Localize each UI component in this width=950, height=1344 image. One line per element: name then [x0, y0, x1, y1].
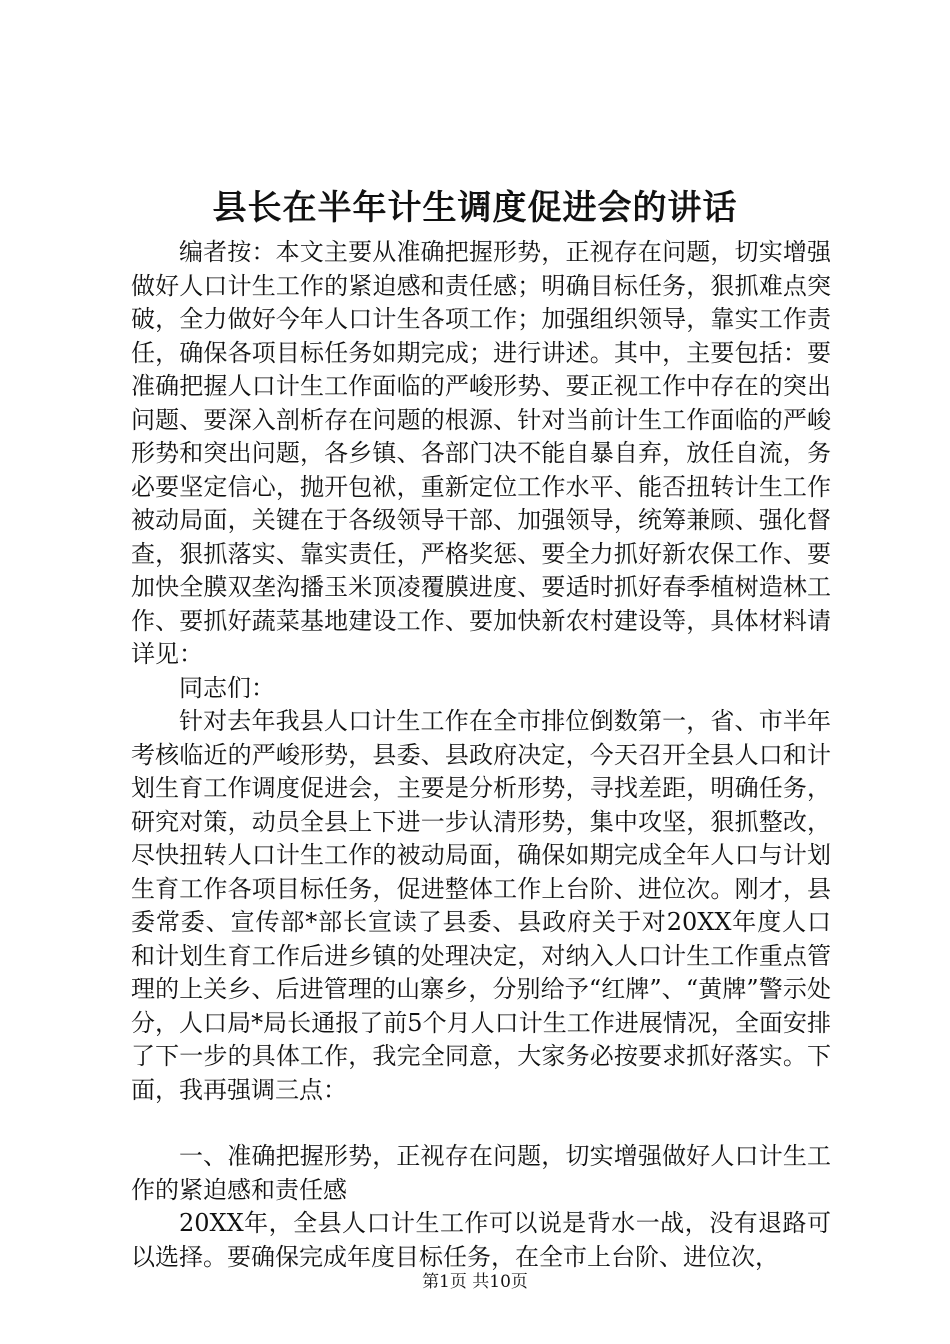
- salutation: 同志们：: [179, 673, 275, 702]
- section-1-heading: 一、准确把握形势，正视存在问题，切实增强做好人口计生工作的紧迫感和责任感: [131, 1142, 831, 1204]
- document-body: [131, 236, 831, 1274]
- page-footer: 第1页 共10页: [422, 1272, 528, 1292]
- body-paragraph-1: 针对去年我县人口计生工作在全市排位倒数第一，省、市半年考核临近的严峻形势，县委、县政府决定，今天召开全县人口和计划生育工作调度促进会，主要是分析形势，寻找差距，明确任务，研究对策，动员全县上下进一步认清形势，集中攻坚，狠抓整改，尽快扭转人口计生工作的被动局面，确保如期完成全年人口与计划生育工作各项目标任务，促进整体工作上台阶、进位次。刚才，县委常委、宣传部*部长宣读了县委、县政府关于对20XX年度人口和计划生育工作后进乡镇的处理决定，对纳入人口计生工作重点管理的上关乡、后进管理的山寨乡，分别给予“红牌”、“黄牌”警示处分，人口局*局长通报了前5个月人口计生工作进展情况，全面安排了下一步的具体工作，我完全同意，大家务必按要求抓好落实。下面，我再强调三点：: [131, 707, 831, 1104]
- document-title: 县长在半年计生调度促进会的讲话: [212, 188, 738, 228]
- body-paragraph-2: 20XX年，全县人口计生工作可以说是背水一战，没有退路可以选择。要确保完成年度目标任务，在全市上台阶、进位次，: [131, 1209, 831, 1271]
- editor-note-paragraph: 编者按：本文主要从准确把握形势，正视存在问题，切实增强做好人口计生工作的紧迫感和责任感；明确目标任务，狠抓难点突破，全力做好今年人口计生各项工作；加强组织领导，靠实工作责任，确保各项目标任务如期完成；进行讲述。其中，主要包括：要准确把握人口计生工作面临的严峻形势、要正视工作中存在的突出问题、要深入剖析存在问题的根源、针对当前计生工作面临的严峻形势和突出问题，各乡镇、各部门决不能自暴自弃，放任自流，务必要坚定信心，抛开包袱，重新定位工作水平、能否扭转计生工作被动局面，关键在于各级领导干部、加强领导，统筹兼顾、强化督查，狠抓落实、靠实责任，严格奖惩、要全力抓好新农保工作、要加快全膜双垄沟播玉米顶凌覆膜进度、要适时抓好春季植树造林工作、要抓好蔬菜基地建设工作、要加快新农村建设等，具体材料请详见：: [131, 238, 831, 668]
